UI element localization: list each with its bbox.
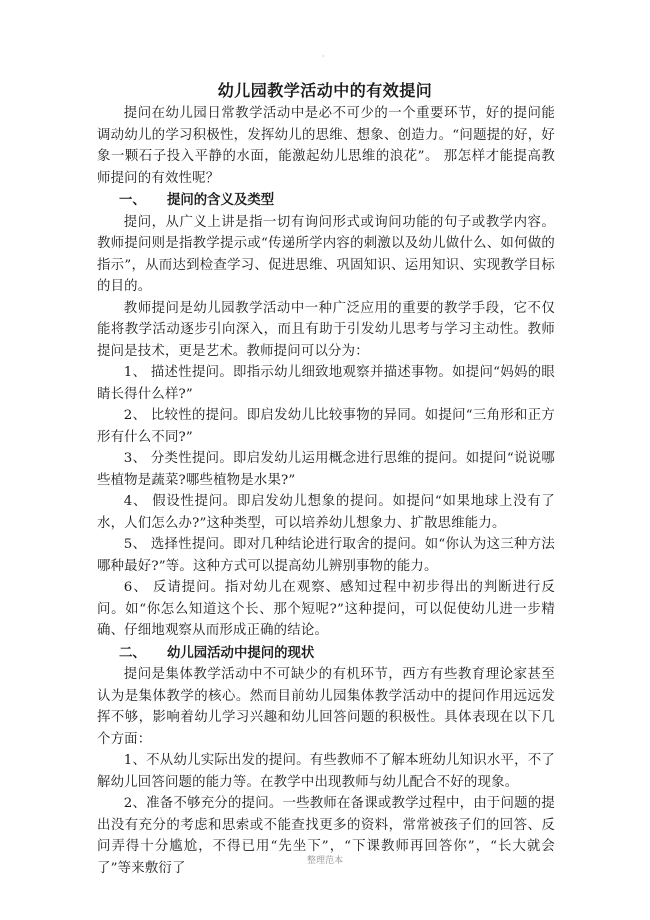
list-item: 1、不从幼儿实际出发的提问。有些教师不了解本班幼儿知识水平，不了解幼儿回答问题的能力等。在教学中出现教师与幼儿配合不好的现象。 bbox=[97, 753, 555, 790]
list-item: 2、 比较性的提问。即启发幼儿比较事物的异同。如提问“三角形和正方形有什么不同?” bbox=[97, 408, 555, 445]
page-footer: 整理范本 bbox=[306, 856, 343, 866]
paragraph: 教师提问是幼儿园教学活动中一种广泛应用的重要的教学手段，它不仅能将教学活动逐步引向深入，而且有助于引发幼儿思考与学习主动性。教师提问是技术，更是艺术。教师提问可以分为： bbox=[97, 300, 555, 359]
header-mark: · bbox=[322, 52, 325, 61]
section-number-2: 二、 bbox=[119, 645, 146, 661]
list-item: 6、 反请提问。指对幼儿在观察、感知过程中初步得出的判断进行反问。如“你怎么知道这个长、那个短呢?”这种提问，可以促使幼儿进一步精确、仔细地观察从而形成正确的结论。 bbox=[97, 580, 555, 638]
list-item: 3、 分类性提问。即启发幼儿运用概念进行思维的提问。如提问“说说哪些植物是蔬菜?哪些植物是水果?” bbox=[97, 451, 555, 488]
paragraph: 提问是集体教学活动中不可缺少的有机环节，西方有些教育理论家甚至认为是集体教学的核心。然而目前幼儿园集体教学活动中的提问作用远远发挥不够，影响着幼儿学习兴趣和幼儿回答问题的积极性。具体表现在以下几个方面： bbox=[97, 667, 555, 747]
document-body bbox=[97, 103, 555, 879]
section-heading-1 bbox=[97, 190, 555, 212]
intro-paragraph: 提问在幼儿园日常教学活动中是必不可少的一个重要环节，好的提问能调动幼儿的学习积极性，发挥幼儿的思维、想象、创造力。“问题提的好，好象一颗石子投入平静的水面，能激起幼儿思维的浪花”。 那怎样才能提高教师提问的有效性呢？ bbox=[97, 106, 555, 186]
section-heading-2 bbox=[97, 643, 555, 665]
paragraph: 提问，从广义上讲是指一切有询问形式或询问功能的句子或教学内容。教师提问则是指教学提示或“传递所学内容的刺激以及幼儿做什么、如何做的指示”，从而达到检查学习、促进思维、巩固知识、运用知识、实现教学目标的目的。 bbox=[97, 214, 555, 294]
section-title-2: 幼儿园活动中提问的现状 bbox=[167, 645, 315, 661]
list-item: 5、 选择性提问。即对几种结论进行取舍的提问。如“你认为这三种方法哪种最好?”等。这种方式可以提高幼儿辨别事物的能力。 bbox=[97, 537, 555, 574]
section-number-1: 一、 bbox=[119, 193, 146, 208]
document-title: 幼儿园教学活动中的有效提问 bbox=[217, 81, 433, 100]
section-title-1: 提问的含义及类型 bbox=[167, 193, 275, 208]
list-item: 1、 描述性提问。即指示幼儿细致地观察并描述事物。如提问“妈妈的眼睛长得什么样?” bbox=[97, 365, 555, 402]
list-item: 2、准备不够充分的提问。一些教师在备课或教学过程中，由于问题的提出没有充分的考虑和思索或不能查找更多的资料，常常被孩子们的回答、反问弄得十分尴尬，不得已用“先坐下”，“下课教师再回答你”，“长大就会了”等来敷衍了 bbox=[97, 796, 555, 876]
list-item: 4、 假设性提问。即启发幼儿想象的提问。如提问“如果地球上没有了水，人们怎么办?”这种类型，可以培养幼儿想象力、扩散思维能力。 bbox=[97, 494, 555, 531]
